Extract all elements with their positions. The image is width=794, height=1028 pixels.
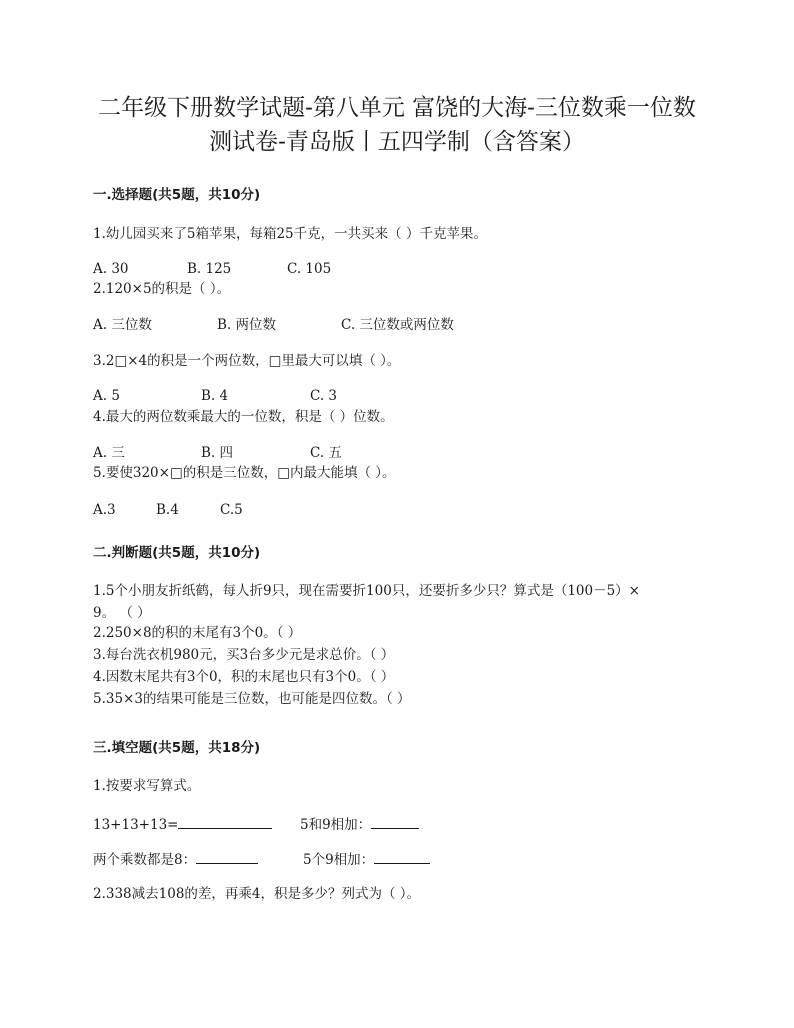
option-5-a: A.3	[93, 502, 116, 518]
option-2-a: A. 三位数	[93, 317, 152, 333]
option-2-c: C. 三位数或两位数	[341, 317, 454, 333]
fill-row-1-right-label: 5和9相加：	[300, 817, 372, 833]
question-4-text: 4.最大的两位数乘最大的一位数，积是（ ）位数。	[93, 409, 394, 425]
option-3-b: B. 4	[201, 388, 229, 404]
option-1-c: C. 105	[287, 261, 332, 277]
answer-blank[interactable]	[178, 814, 272, 829]
fill-row-1-left	[93, 814, 272, 834]
fill-row-2-right-label: 5个9相加：	[303, 852, 375, 868]
fill-row-1-left-label: 13+13+13=	[93, 817, 179, 833]
answer-blank[interactable]	[196, 849, 258, 864]
answer-blank[interactable]	[371, 814, 419, 829]
fill-row-2-left	[93, 849, 258, 869]
question-5-text: 5.要使320×□的积是三位数，□内最大能填（ ）。	[93, 465, 396, 481]
section-heading-fill: 三.填空题(共5题，共18分)	[93, 740, 261, 756]
judgement-item-1-cont: 9。 （ ）	[93, 605, 151, 621]
option-4-c: C. 五	[310, 445, 342, 461]
fill-row-2-left-label: 两个乘数都是8：	[93, 852, 197, 868]
option-5-c: C.5	[220, 502, 243, 518]
question-1-text: 1.幼儿园买来了5箱苹果，每箱25千克，一共买来（ ）千克苹果。	[93, 226, 487, 242]
fill-question-2-text: 2.338减去108的差，再乘4，积是多少？列式为（ ）。	[93, 886, 421, 902]
option-3-a: A. 5	[93, 388, 120, 404]
judgement-item-3: 3.每台洗衣机980元，买3台多少元是求总价。（ ）	[93, 647, 395, 663]
option-1-b: B. 125	[187, 261, 232, 277]
document-title-line-1: 二年级下册数学试题-第八单元 富饶的大海-三位数乘一位数	[98, 95, 696, 121]
option-4-a: A. 三	[93, 445, 125, 461]
question-2-text: 2.120×5的积是（ ）。	[93, 281, 231, 297]
judgement-item-4: 4.因数末尾共有3个0，积的末尾也只有3个0。（ ）	[93, 669, 395, 685]
option-3-c: C. 3	[310, 388, 338, 404]
option-2-b: B. 两位数	[217, 317, 277, 333]
answer-blank[interactable]	[374, 849, 430, 864]
section-heading-choice: 一.选择题(共5题，共10分)	[93, 187, 261, 203]
fill-row-1-right	[300, 814, 419, 834]
option-4-b: B. 四	[201, 445, 234, 461]
judgement-item-1: 1.5个小朋友折纸鹤，每人折9只，现在需要折100只，还要折多少只？算式是（100－5）×	[93, 583, 640, 599]
judgement-item-5: 5.35×3的结果可能是三位数，也可能是四位数。（ ）	[93, 691, 411, 707]
option-5-b: B.4	[156, 502, 179, 518]
fill-question-1-text: 1.按要求写算式。	[93, 778, 201, 794]
option-1-a: A. 30	[93, 261, 129, 277]
question-3-text: 3.2□×4的积是一个两位数，□里最大可以填（ ）。	[93, 353, 401, 369]
section-heading-judgement: 二.判断题(共5题，共10分)	[93, 545, 261, 561]
judgement-item-2: 2.250×8的积的末尾有3个0。（ ）	[93, 625, 302, 641]
document-title-line-2: 测试卷-青岛版丨五四学制（含答案）	[209, 129, 585, 155]
fill-row-2-right	[303, 849, 430, 869]
